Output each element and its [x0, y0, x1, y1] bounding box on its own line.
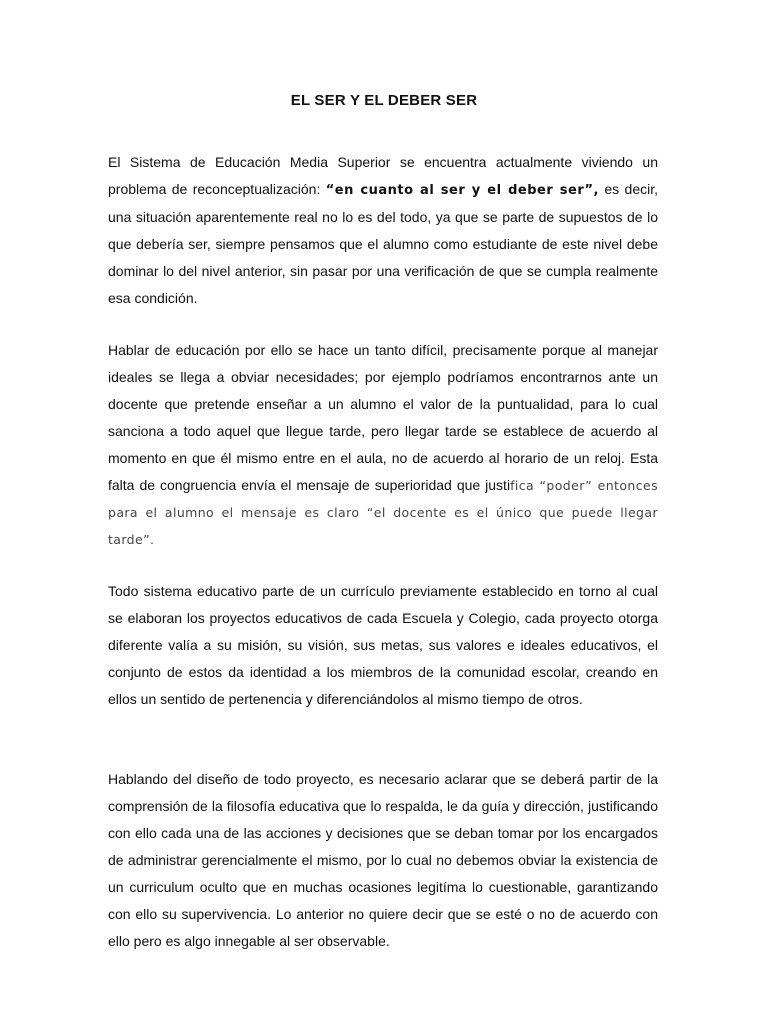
paragraph-3	[108, 578, 658, 713]
paragraph-2-text: Hablar de educación por ello se hace un tanto difícil, precisamente porque al manejar ideales se llega a obviar necesidades; por ejemplo podríamos encontrarnos ante un docente que pretende enseñar a un alumno el valor de la puntualidad, para lo cual sanciona a todo aquel que llegue tarde, pero llegar tarde se establece de acuerdo al momento en que él mismo entre en el aula, no de acuerdo al horario de un reloj. Esta falta de congruencia envía el mensaje de superioridad que justi	[108, 342, 658, 493]
paragraph-3-text: Todo sistema educativo parte de un currículo previamente establecido en torno al cual se elaboran los proyectos educativos de cada Escuela y Colegio, cada proyecto otorga diferente valía a su misión, su visión, sus metas, sus valores e ideales educativos, el conjunto de estos da identidad a los miembros de la comunidad escolar, creando en ellos un sentido de pertenencia y diferenciándolos al mismo tiempo de otros.	[108, 583, 658, 707]
paragraph-1	[108, 149, 658, 312]
paragraph-1-emphasis: “en cuanto al ser y el deber ser”,	[325, 183, 599, 198]
paragraph-4-text: Hablando del diseño de todo proyecto, es necesario aclarar que se deberá partir de la comprensión de la filosofía educativa que lo respalda, le da guía y dirección, justificando con ello cada una de las acciones y decisiones que se deban tomar por los encargados de administrar gerencialmente el mismo, por lo cual no debemos obviar la existencia de un curriculum oculto que en muchas ocasiones legitíma lo cuestionable, garantizando con ello su supervivencia. Lo anterior no quiere decir que se esté o no de acuerdo con ello pero es algo innegable al ser observable.	[108, 771, 658, 949]
paragraph-2	[108, 337, 658, 553]
paragraph-4	[108, 766, 658, 955]
paragraph-1-text-cont: es decir, una situación aparentemente real no lo es del todo, ya que se parte de supuestos de lo que debería ser, siempre pensamos que el alumno como estudiante de este nivel debe dominar lo del nivel anterior, sin pasar por una verificación de que se cumpla realmente esa condición.	[108, 181, 658, 306]
paragraph-2-text-cont: fica “poder” entonces para el alumno el mensaje es claro “el docente es el único que puede llegar tarde”.	[108, 478, 658, 547]
document-title: EL SER Y EL DEBER SER	[290, 92, 478, 109]
paragraph-1-text: El Sistema de Educación Media Superior se encuentra actualmente viviendo un problema de reconceptualización:	[108, 154, 658, 197]
